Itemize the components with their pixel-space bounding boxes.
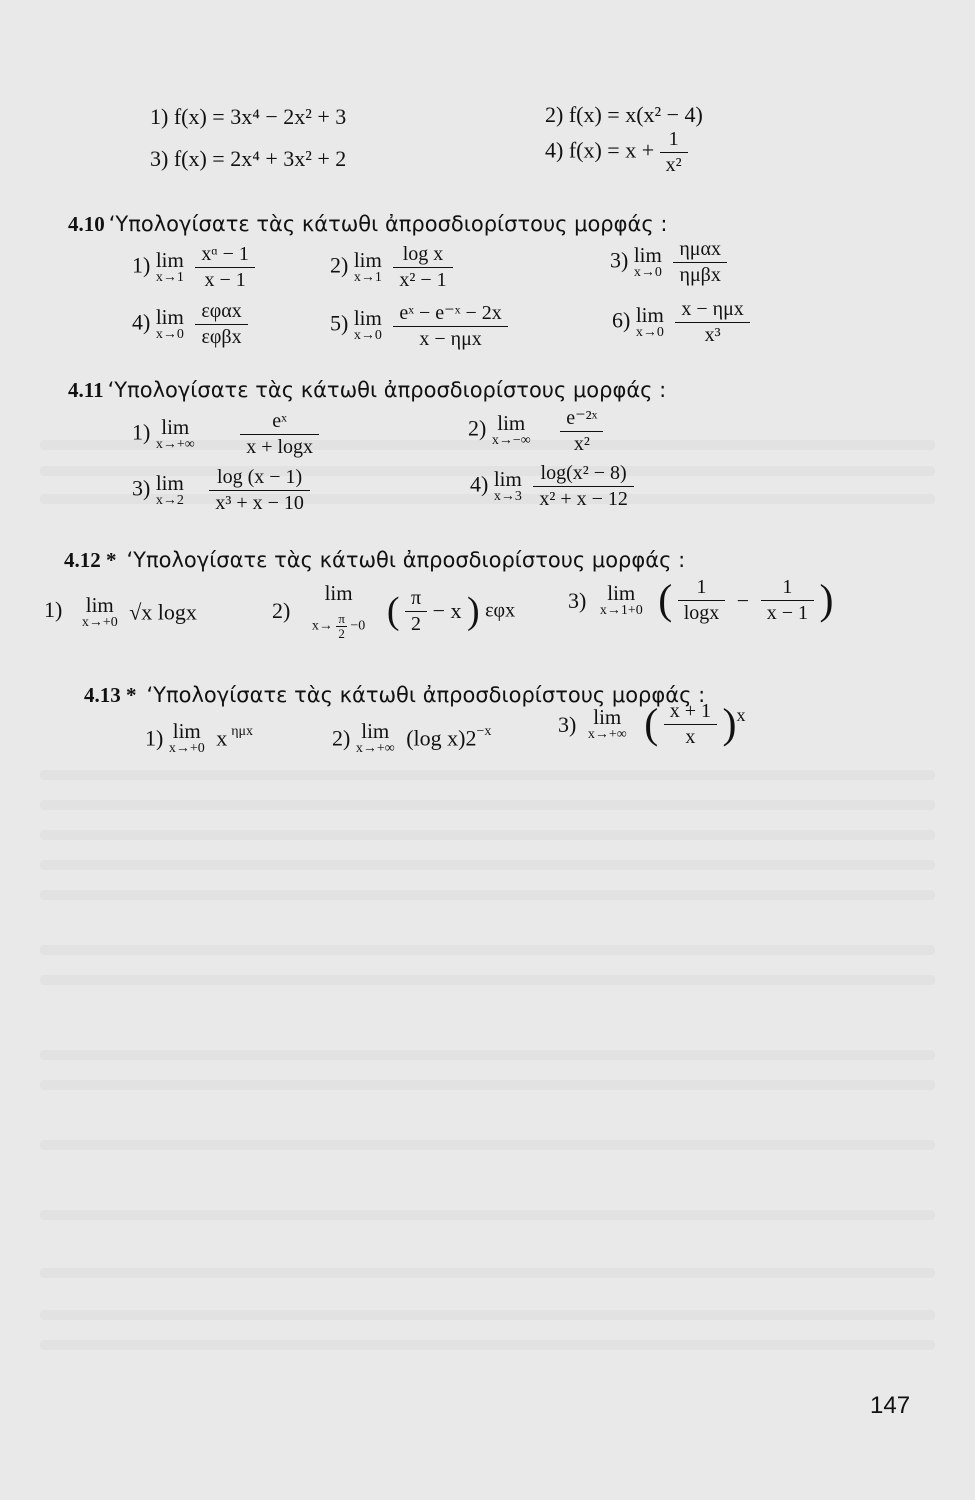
limit-power: x bbox=[736, 705, 746, 726]
exercise-item bbox=[330, 243, 453, 292]
exercise-number: 4.13 * bbox=[84, 683, 137, 707]
fraction bbox=[664, 700, 717, 749]
limit bbox=[169, 720, 205, 757]
denominator: x² bbox=[665, 154, 682, 176]
lim-approach: x→0 bbox=[633, 265, 662, 281]
denominator: x − 1 bbox=[204, 269, 246, 291]
lim-approach: x→+0 bbox=[81, 615, 118, 631]
exercise-item bbox=[330, 300, 508, 351]
item-label: 3) bbox=[558, 711, 577, 737]
approach-suffix: −0 bbox=[350, 618, 366, 634]
limit-tail: εφx bbox=[485, 599, 516, 622]
numerator: x + 1 bbox=[664, 700, 717, 725]
exercise-number: 4.12 * bbox=[64, 548, 117, 572]
item-label: 1) bbox=[132, 252, 151, 278]
left-paren: ( bbox=[644, 701, 659, 748]
lim-approach: x→2 bbox=[155, 493, 184, 509]
bleed-through bbox=[40, 1310, 935, 1320]
lim-text: lim bbox=[155, 305, 184, 330]
bleed-through bbox=[40, 1140, 935, 1150]
bleed-through bbox=[40, 1268, 935, 1278]
item-label: 6) bbox=[612, 307, 631, 333]
denominator: ημβx bbox=[679, 264, 721, 286]
lim-approach bbox=[312, 612, 365, 640]
item-label: 1) bbox=[145, 725, 164, 751]
left-paren: ( bbox=[658, 577, 673, 624]
fraction bbox=[393, 300, 507, 351]
limit bbox=[156, 249, 184, 286]
bleed-through bbox=[40, 770, 935, 780]
numerator: log x bbox=[393, 243, 452, 268]
intro-function-2: 2) f(x) = x(x² − 4) bbox=[545, 102, 703, 127]
exercise-item bbox=[132, 300, 248, 349]
limit bbox=[156, 306, 184, 343]
left-paren: ( bbox=[386, 590, 400, 633]
lim-text: lim bbox=[155, 471, 184, 496]
exercise-item bbox=[132, 466, 310, 515]
limit bbox=[494, 468, 522, 505]
intro-function-1: 1) f(x) = 3x⁴ − 2x² + 3 bbox=[150, 104, 347, 129]
fraction bbox=[660, 128, 688, 177]
exercise-item bbox=[145, 720, 253, 757]
lim-approach: x→+∞ bbox=[155, 437, 195, 453]
limit bbox=[634, 244, 662, 281]
item-label: 3) bbox=[610, 247, 629, 273]
limit bbox=[156, 472, 184, 509]
right-paren: ) bbox=[722, 701, 737, 748]
limit bbox=[492, 412, 531, 449]
limit bbox=[312, 582, 365, 640]
limit bbox=[354, 249, 382, 286]
exercise-item bbox=[272, 582, 515, 640]
exercise-item bbox=[132, 410, 319, 459]
bleed-through bbox=[40, 800, 935, 810]
lim-text: lim bbox=[497, 411, 526, 436]
fraction bbox=[533, 462, 634, 511]
fraction bbox=[761, 576, 814, 625]
lim-text: lim bbox=[353, 248, 382, 273]
numerator: log (x − 1) bbox=[209, 466, 310, 491]
denominator: x² bbox=[573, 433, 590, 455]
limit bbox=[600, 582, 643, 619]
function-prefix: 4) f(x) = x + bbox=[545, 137, 655, 163]
lim-text: lim bbox=[361, 719, 390, 743]
limit-body: − x bbox=[432, 598, 462, 624]
lim-text: lim bbox=[324, 581, 353, 605]
denominator: 2 bbox=[411, 612, 422, 635]
numerator: 1 bbox=[761, 576, 814, 601]
lim-approach: x→1 bbox=[353, 270, 382, 286]
exercise-number: 4.10 bbox=[68, 212, 105, 236]
fraction bbox=[393, 243, 452, 292]
numerator: π bbox=[405, 587, 427, 612]
limit-body: √x logx bbox=[129, 599, 197, 625]
exercise-heading: ‘Υπολογίσατε τὰς κάτωθι ἀπροσδιορίστους μορφάς : bbox=[126, 548, 686, 572]
lim-approach: x→1 bbox=[155, 270, 184, 286]
bleed-through bbox=[40, 1340, 935, 1350]
numerator: e⁻²ˣ bbox=[560, 405, 603, 432]
intro-function-4 bbox=[545, 128, 688, 177]
bleed-through bbox=[40, 1210, 935, 1220]
bleed-through bbox=[40, 830, 935, 840]
exercise-4-12-heading bbox=[64, 548, 685, 573]
exercise-item bbox=[558, 700, 746, 749]
lim-text: lim bbox=[155, 248, 184, 273]
denominator: x − ημx bbox=[419, 328, 482, 350]
lim-approach: x→+∞ bbox=[355, 741, 395, 757]
limit bbox=[636, 304, 664, 341]
item-label: 3) bbox=[132, 475, 151, 501]
limit-base: (log x)2 bbox=[406, 725, 477, 751]
bleed-through bbox=[40, 945, 935, 955]
exercise-item bbox=[332, 720, 491, 757]
exercise-4-10-heading bbox=[68, 212, 667, 237]
lim-approach: x→0 bbox=[635, 325, 664, 341]
limit bbox=[156, 416, 195, 453]
exercise-heading: ‘Υπολογίσατε τὰς κάτωθι ἀπροσδιορίστους μορφάς : bbox=[108, 212, 668, 236]
item-label: 5) bbox=[330, 310, 349, 336]
exercise-item bbox=[612, 298, 750, 347]
denominator: x − 1 bbox=[766, 602, 808, 624]
limit bbox=[356, 720, 395, 757]
fraction bbox=[678, 576, 726, 625]
intro-function-3: 3) f(x) = 2x⁴ + 3x² + 2 bbox=[150, 146, 347, 171]
limit-base: x bbox=[216, 725, 228, 751]
numerator: εφαx bbox=[195, 300, 247, 325]
exercise-number: 4.11 bbox=[68, 378, 104, 402]
lim-text: lim bbox=[353, 306, 382, 331]
lim-approach: x→0 bbox=[353, 328, 382, 344]
denominator: x³ + x − 10 bbox=[215, 492, 304, 514]
limit-power: ημx bbox=[231, 724, 254, 740]
limit bbox=[354, 307, 382, 344]
numerator: 1 bbox=[660, 128, 688, 153]
numerator: xᵅ − 1 bbox=[195, 243, 255, 268]
item-label: 2) bbox=[468, 415, 487, 441]
item-label: 1) bbox=[44, 597, 63, 623]
lim-text: lim bbox=[493, 467, 522, 492]
denominator: x² + x − 12 bbox=[539, 488, 628, 510]
item-label: 2) bbox=[330, 252, 349, 278]
lim-approach: x→+∞ bbox=[587, 727, 627, 743]
lim-text: lim bbox=[161, 415, 190, 440]
lim-approach: x→−∞ bbox=[491, 433, 531, 449]
lim-text: lim bbox=[607, 581, 636, 606]
exercise-item bbox=[132, 243, 255, 292]
lim-text: lim bbox=[633, 243, 662, 268]
limit bbox=[588, 706, 627, 743]
limit-power: −x bbox=[476, 724, 492, 740]
minus-sign: − bbox=[736, 587, 750, 613]
fraction bbox=[240, 410, 319, 459]
numerator: x − ημx bbox=[675, 298, 749, 323]
approach-fraction bbox=[336, 612, 347, 640]
numerator: eˣ − e⁻ˣ − 2x bbox=[393, 300, 507, 327]
exercise-item bbox=[44, 594, 197, 631]
page-number: 147 bbox=[870, 1392, 911, 1419]
exercise-item bbox=[610, 238, 727, 287]
fraction bbox=[673, 238, 727, 287]
numerator: eˣ bbox=[240, 410, 319, 435]
lim-text: lim bbox=[172, 719, 201, 743]
bleed-through bbox=[40, 890, 935, 900]
right-paren: ) bbox=[819, 577, 834, 624]
approach-prefix: x→ bbox=[311, 618, 333, 634]
numerator: log(x² − 8) bbox=[533, 462, 634, 487]
item-label: 3) bbox=[568, 587, 587, 613]
fraction bbox=[195, 300, 247, 349]
lim-approach: x→3 bbox=[493, 489, 522, 505]
fraction bbox=[405, 587, 427, 636]
fraction bbox=[560, 405, 603, 456]
denominator: εφβx bbox=[201, 326, 242, 348]
lim-text: lim bbox=[635, 303, 664, 328]
exercise-4-11-heading bbox=[68, 378, 666, 403]
denominator: 2 bbox=[338, 625, 345, 641]
fraction bbox=[675, 298, 749, 347]
limit bbox=[82, 594, 118, 631]
lim-approach: x→+0 bbox=[168, 741, 205, 757]
exercise-item bbox=[468, 405, 603, 456]
bleed-through bbox=[40, 1080, 935, 1090]
lim-approach: x→0 bbox=[155, 327, 184, 343]
item-label: 2) bbox=[272, 598, 291, 624]
exercise-heading: ‘Υπολογίσατε τὰς κάτωθι ἀπροσδιορίστους μορφάς : bbox=[107, 378, 667, 402]
bleed-through bbox=[40, 1050, 935, 1060]
numerator: π bbox=[338, 611, 345, 627]
denominator: logx bbox=[683, 602, 720, 624]
denominator: x + logx bbox=[246, 436, 314, 458]
denominator: x bbox=[685, 726, 696, 748]
item-label: 2) bbox=[332, 725, 351, 751]
item-label: 4) bbox=[132, 309, 151, 335]
right-paren: ) bbox=[467, 590, 480, 633]
denominator: x² − 1 bbox=[399, 269, 447, 291]
fraction bbox=[195, 243, 255, 292]
lim-approach: x→1+0 bbox=[599, 603, 643, 619]
numerator: ημαx bbox=[673, 238, 727, 263]
lim-text: lim bbox=[85, 593, 114, 617]
bleed-through bbox=[40, 975, 935, 985]
exercise-item bbox=[470, 462, 634, 511]
exercise-item bbox=[568, 576, 834, 625]
denominator: x³ bbox=[704, 324, 721, 346]
exercise-heading: ‘Υπολογίσατε τὰς κάτωθι ἀπροσδιορίστους μορφάς : bbox=[146, 683, 706, 707]
item-label: 1) bbox=[132, 419, 151, 445]
numerator: 1 bbox=[678, 576, 726, 601]
item-label: 4) bbox=[470, 471, 489, 497]
bleed-through bbox=[40, 860, 935, 870]
lim-text: lim bbox=[593, 705, 622, 730]
fraction bbox=[209, 466, 310, 515]
